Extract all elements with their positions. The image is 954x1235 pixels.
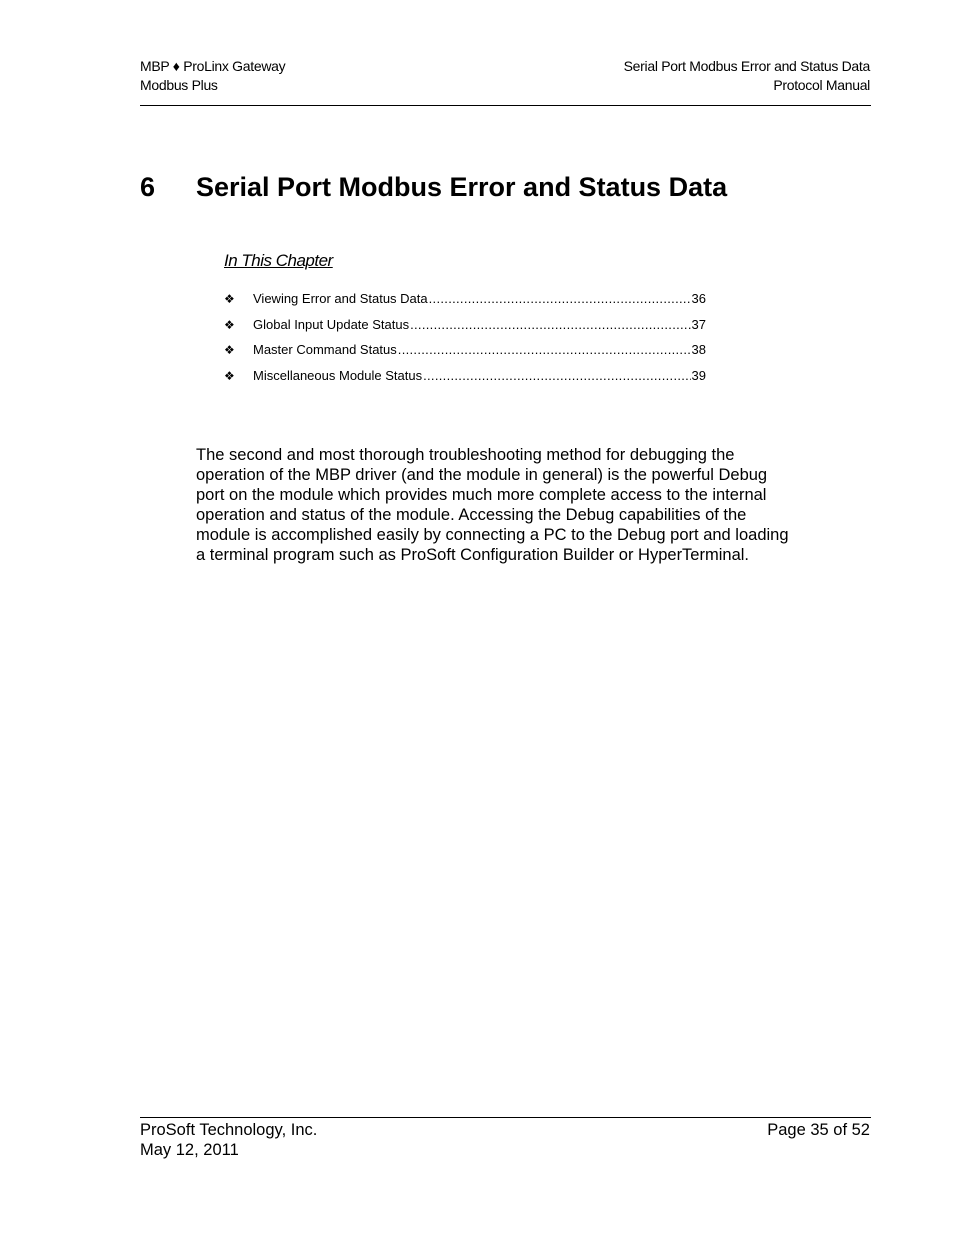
diamond-bullet-icon: ❖ (224, 317, 235, 332)
toc-item-page[interactable]: 36 (691, 291, 706, 306)
toc-item[interactable] (224, 290, 706, 316)
body-line: port on the module which provides much more complete access to the internal (196, 485, 767, 504)
toc-item-page[interactable]: 39 (691, 367, 706, 383)
in-this-chapter-heading: In This Chapter (224, 251, 333, 270)
toc-leader-dots (398, 341, 691, 359)
footer-date: May 12, 2011 (140, 1141, 239, 1159)
diamond-bullet-icon: ❖ (224, 343, 235, 357)
footer-page-number: Page 35 of 52 (767, 1121, 870, 1139)
toc-leader-dots (410, 316, 690, 334)
page-header (140, 57, 871, 106)
toc-item[interactable] (224, 367, 706, 393)
header-section: Serial Port Modbus Error and Status Data (623, 58, 870, 74)
diamond-bullet-icon: ❖ (224, 368, 235, 383)
toc-item-page[interactable]: 37 (691, 316, 706, 332)
body-line: module is accomplished easily by connecting a PC to the Debug port and loading (196, 525, 789, 544)
body-line: operation of the MBP driver (and the module in general) is the powerful Debug (196, 465, 768, 484)
header-product: MBP ♦ ProLinx Gateway (140, 58, 286, 74)
chapter-number: 6 (140, 172, 156, 202)
footer-company: ProSoft Technology, Inc. (140, 1121, 318, 1139)
chapter-title-text: Serial Port Modbus Error and Status Data (196, 172, 728, 202)
toc-item[interactable] (224, 341, 706, 367)
header-manual: Protocol Manual (773, 77, 870, 93)
header-right (624, 57, 870, 95)
toc-item-label[interactable]: Miscellaneous Module Status (253, 367, 423, 383)
toc-leader-dots (423, 367, 690, 385)
chapter-title (140, 170, 727, 204)
header-left (140, 57, 285, 95)
toc-item-label[interactable]: Global Input Update Status (253, 316, 410, 332)
header-protocol: Modbus Plus (140, 77, 218, 93)
toc-item-label[interactable]: Master Command Status (253, 342, 397, 357)
toc-item-page[interactable]: 38 (691, 342, 706, 357)
body-paragraph (196, 446, 821, 565)
toc-leader-dots (429, 290, 691, 308)
toc-item[interactable] (224, 316, 706, 342)
body-line: operation and status of the module. Accessing the Debug capabilities of the (196, 505, 747, 524)
diamond-bullet-icon: ❖ (224, 292, 235, 306)
chapter-toc (224, 290, 706, 392)
body-line: The second and most thorough troubleshooting method for debugging the (196, 446, 735, 464)
toc-item-label[interactable]: Viewing Error and Status Data (253, 291, 428, 306)
page-footer (140, 1117, 871, 1159)
body-line: a terminal program such as ProSoft Configuration Builder or HyperTerminal. (196, 545, 749, 564)
footer-left (140, 1120, 317, 1160)
